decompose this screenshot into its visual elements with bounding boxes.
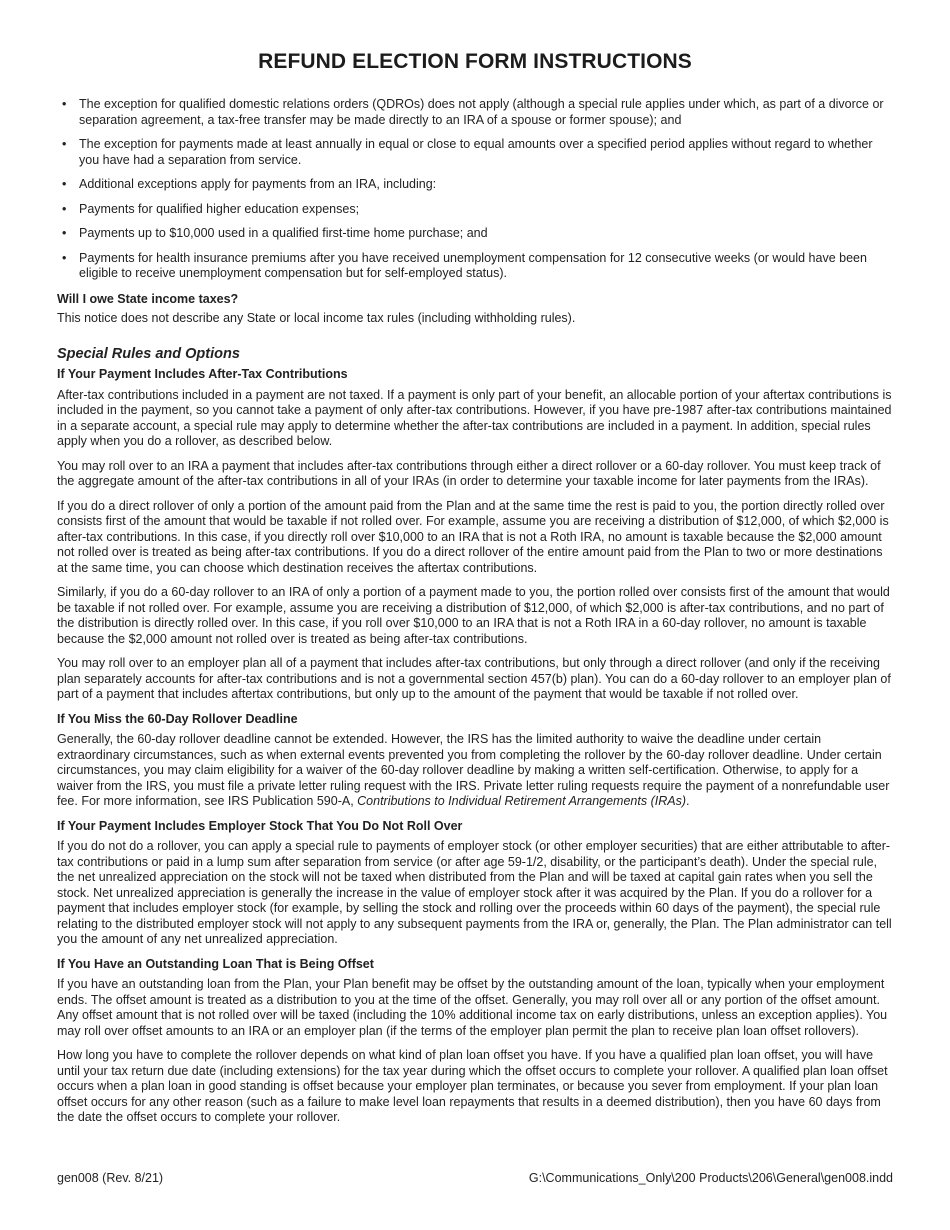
after-tax-paragraph: After-tax contributions included in a payment are not taxed. If a payment is only part of your benefit, an allocable portion of your aftertax contributions is included in the payment, so you cannot take a payment of only after-tax contributions. However, if you have pre-1987 after-tax contributions maintained in a separate account, a special rule may apply to determine whether the after-tax contributions are included in a payment. In addition, special rules apply when you do a rollover, as described below.	[57, 387, 892, 448]
special-rules-title: Special Rules and Options	[57, 345, 240, 362]
list-item: • Payments up to $10,000 used in a qualified first-time home purchase; and	[62, 226, 488, 240]
after-tax-paragraph: You may roll over to an employer plan all of a payment that includes after-tax contributions, but only through a direct rollover (and only if the receiving plan separately accounts for after-tax contributions and is not a governmental section 457(b) plan). You can do a 60-day rollover to an employer plan of part of a payment that includes aftertax contributions, but only up to the amount of the payment that would be taxable if not rolled over.	[57, 656, 891, 701]
list-item: • Payments for health insurance premiums after you have received unemployment compensation for 12 consecutive weeks (or would have been eligible to receive unemployment compensation but for self-employed status).	[62, 250, 867, 280]
exceptions-list	[57, 97, 895, 282]
state-tax-heading: Will I owe State income taxes?	[57, 291, 239, 306]
bullet-icon: •	[62, 177, 67, 191]
after-tax-paragraph: Similarly, if you do a 60-day rollover to an IRA of only a portion of a payment made to you, the portion rolled over consists first of the amount that would be taxable if not rolled over. For example, assume you are receiving a distribution of $12,000, of which $2,000 is after-tax contributions, and no part of the distribution is directly rolled over. In this case, if you roll over $10,000 to an IRA that is not a Roth IRA in a 60-day rollover, no amount is taxable because the $2,000 amount not rolled over is treated as being after-tax contributions.	[57, 585, 890, 646]
loan-offset-heading: If You Have an Outstanding Loan That is Being Offset	[57, 956, 374, 971]
list-item: • Additional exceptions apply for payments from an IRA, including:	[62, 177, 437, 191]
bullet-icon: •	[62, 226, 67, 240]
list-item: • The exception for payments made at least annually in equal or close to equal amounts over a specified period applies without regard to whether you have had a separation from service.	[62, 137, 873, 167]
bullet-icon: •	[62, 97, 67, 111]
loan-offset-paragraph: If you have an outstanding loan from the Plan, your Plan benefit may be offset by the outstanding amount of the loan, typically when your employment ends. The offset amount is treated as a distribution to you at the time of the offset. Generally, you may roll over all or any portion of the offset amount. Any offset amount that is not rolled over will be taxed (including the 10% additional income tax on early distributions, unless an exception applies). You may roll over offset amounts to an IRA or an employer plan (if the terms of the employer plan permit the plan to receive plan loan offset rollovers).	[57, 977, 888, 1038]
document-body	[57, 97, 895, 1135]
employer-stock-heading: If Your Payment Includes Employer Stock That You Do Not Roll Over	[57, 818, 463, 833]
bullet-icon: •	[62, 201, 67, 216]
deadline-heading: If You Miss the 60-Day Rollover Deadline	[57, 711, 298, 726]
employer-stock-paragraph: If you do not do a rollover, you can apply a special rule to payments of employer stock (or other employer securities) that are either attributable to after-tax contributions or paid in a lump sum after separation from service (or after age 59-1/2, disability, or the participant’s death). Under the special rule, the net unrealized appreciation on the stock will not be taxed when distributed from the Plan and will be taxed at capital gain rates when you sell the stock. Net unrealized appreciation is generally the increase in the value of employer stock after it was acquired by the Plan. If you do a rollover for a payment that includes employer stock (for example, by selling the stock and rolling over the proceeds within 60 days of the payment), the special rule relating to the distributed employer stock will not apply to any subsequent payments from the IRA or, generally, the Plan. The Plan administrator can tell you the amount of any net unrealized appreciation.	[57, 839, 892, 946]
after-tax-paragraph: If you do a direct rollover of only a portion of the amount paid from the Plan and at the same time the rest is paid to you, the portion directly rolled over consists first of the amount that would be taxable if not rolled over. For example, assume you are receiving a distribution of $12,000, of which $2,000 is after-tax contributions. In this case, if you directly roll over $10,000 to an IRA that is not a Roth IRA, no amount is taxable because the $2,000 amount not rolled over is treated as being after-tax contributions. If you do a direct rollover of the entire amount paid from the Plan to two or more destinations at the same time, you can choose which destination receives the aftertax contributions.	[57, 498, 889, 575]
after-tax-paragraph: You may roll over to an IRA a payment that includes after-tax contributions through either a direct rollover or a 60-day rollover. You must keep track of the aggregate amount of the after-tax contributions in all of your IRAs (in order to determine your taxable income for later payments from the IRAs).	[57, 458, 881, 488]
after-tax-heading: If Your Payment Includes After-Tax Contributions	[57, 367, 348, 381]
bullet-icon: •	[62, 137, 67, 151]
state-tax-text: This notice does not describe any State or local income tax rules (including withholding rules).	[57, 311, 576, 325]
bullet-icon: •	[62, 250, 67, 265]
list-item: • Payments for qualified higher education expenses;	[62, 201, 360, 216]
publication-title: Contributions to Individual Retirement Arrangements (IRAs)	[357, 794, 686, 808]
list-item: • The exception for qualified domestic relations orders (QDROs) does not apply (although a special rule applies under which, as part of a divorce or separation agreement, a tax-free transfer may be made directly to an IRA of a spouse or former spouse); and	[62, 97, 884, 127]
page-title: REFUND ELECTION FORM INSTRUCTIONS	[258, 50, 692, 73]
loan-offset-paragraph: How long you have to complete the rollover depends on what kind of plan loan offset you have. If you have a qualified plan loan offset, you will have until your tax return due date (including extensions) for the tax year during which the offset occurs to complete your rollover. A qualified plan loan offset occurs when a plan loan in good standing is offset because your employer plan terminates, or because you sever from employment. If your plan loan offset occurs for any other reason (such as a failure to make level loan repayments that results in a deemed distribution), then you have 60 days from the date the offset occurs to complete your rollover.	[57, 1048, 888, 1124]
form-id: gen008 (Rev. 8/21)	[57, 1171, 164, 1185]
deadline-paragraph: Generally, the 60-day rollover deadline cannot be extended. However, the IRS has the limited authority to waive the deadline under certain extraordinary circumstances, such as when external events prevented you from completing the rollover by the 60-day rollover deadline. Under certain circumstances, you may claim eligibility for a waiver of the 60-day rollover deadline by making a written self-certification. Otherwise, to apply for a waiver from the IRS, you must file a private letter ruling request with the IRS. Private letter ruling requests require the payment of a nonrefundable user fee. For more information, see IRS Publication 590-A, Contributions to Individual Retirement Arrangements (IRAs).	[57, 732, 890, 808]
file-path: G:\Communications_Only\200 Products\206\General\gen008.indd	[528, 1171, 893, 1185]
